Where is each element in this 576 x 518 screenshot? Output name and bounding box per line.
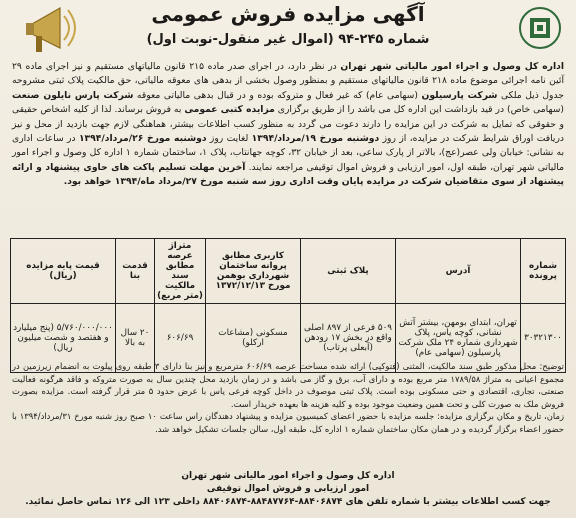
intro-text-2: (سهامی عام) که غیر فعال و متروکه بوده و در قبال بدهی مالیاتی معوقه: [133, 89, 422, 101]
header-age: قدمت بنا: [116, 239, 155, 304]
intro-paragraph: [12, 60, 564, 190]
footer-contact: جهت کسب اطلاعات بیشتر با شماره تلفن های ۸۸۴۰۶۸۷۴-۸۸۴۸۷۷۶۴-۸۸۴۰۶۸۷۴ داخلی ۱۲۳ الی ۱۲۶ تماس حاصل نمائید.: [25, 497, 551, 507]
ad-title: آگهی مزایده فروش عمومی: [151, 2, 425, 26]
date-from: دوشنبه مورخ ۱۹/مرداد/۱۳۹۴: [251, 133, 380, 145]
intro-text-4: به فروش برساند. لذا از کلیه اشخاص حقیقی و حقوقی که تمایل به شرکت در این مزایده را دارند دعوت می گردد به منظور کسب اطلاعات بیشتر، هماهنگی لازم جهت بازدید از محل و نیز دریافت اوراق شرایط شرکت در مزایده، از روز: [12, 104, 565, 145]
header-base-price: قیمت پایه مزایده (ریال): [11, 239, 116, 304]
table-header-row: [11, 239, 566, 304]
owner-name: شرکت پارسیلون: [421, 89, 498, 101]
notes-section: [12, 360, 564, 436]
intro-text-1: در نظر دارد، در اجرای صدر ماده ۲۱۵ قانون مالیاتهای مستقیم و نیز اجرای ماده ۲۹ آئین نامه اجرائی موضوع ماده ۲۱۸ قانون مالیاتهای مستقیم و بمنظور وصول بخشی از بدهی های معوقه مالیاتی، حق مالکیت پلاک ثبتی مشروحه جدول ذیل ملکی: [12, 61, 564, 101]
debtor-name: شرکت پارس نایلون صنعت: [12, 89, 134, 101]
footer-org: اداره کل وصول و اجراء امور مالیاتی شهر تهران: [181, 471, 395, 481]
cell-age: ۲۰ سال به بالا: [116, 304, 155, 373]
cell-plaque: ۵۰۹ فرعی از ۸۹۷ اصلی واقع در بخش ۱۷ رودهن (آبعلی پرتاب): [301, 304, 396, 373]
header-address: آدرس: [396, 239, 521, 304]
intro-text-6: در ساعات اداری به نشانی: خیابان ولی عصر(عج)، بالاتر از پارک ساعی، بعد از خیابان ۳۲، کوچه جهانتاب، پلاک ۱، ساختمان شماره ۱ اداره کل وصول و اجراء امور مالیاتی شهر تهران، طبقه اول، امور ارزیابی و فروش اموال توقیفی مراجعه نمایند.: [12, 133, 565, 173]
deadline-notice: آخرین مهلت تسلیم پاکت های حاوی پیشنهاد و ارائه پیشنهاد از سوی متقاضیان شرکت در مزایده پایان وقت اداری روز سه شنبه مورخ ۲۷/مرداد ماه/۱۳۹۴ خواهد بود.: [12, 161, 564, 188]
header-file-number: شماره پرونده: [521, 239, 566, 304]
footer: [12, 470, 564, 509]
intro-text-3: (سهامی خاص) در قید بازداشت این اداره کل می باشد را از طریق برگزاری: [274, 104, 564, 116]
auction-time: زمان، تاریخ و مکان برگزاری مزایده: جلسه مزایده با حضور اعضای کمیسیون مزایده و پیشنهاد دهندگان راس ساعت ۱۰ صبح روز شنبه مورخ ۳۱/مرداد/۱۳۹۴ با حضور اعضاء برگزار گردیده و در همان مکان ساختمان شماره ۱ اداره کل، طبقه اول، سالن جلسات تشکیل خواهد شد.: [12, 411, 564, 434]
header-plaque: پلاک ثبتی: [301, 239, 396, 304]
footer-dept: امور ارزیابی و فروش اموال توقیفی: [206, 484, 370, 494]
date-to: دوشنبه مورخ ۲۶/مرداد/۱۳۹۴: [78, 133, 207, 145]
header-usage: کاربری مطابق پروانه ساختمان شهرداری بوهمن مورخ ۱۳۷۲/۱۲/۱۳: [206, 239, 301, 304]
property-description: توضیح: محل مذکور طبق سند مالکیت، المثنی (فتوکپی) ارائه شده مساحت عرصه ۶۰۶/۶۹ مترمربع و نیز بنا دارای ۳ طبقه روی پیلوت به انضمام زیرزمین در مجموع اعیانی به متراژ ۱۷۸۹/۵۸ متر مربع بوده و دارای آب، برق و گاز می باشد و در زمان بازدید محل چندین سال به صورت متروکه و فاقد هرگونه فعالیت صنعتی، تجاری، اقتصادی و حتی مسکونی بوده است. پلاک ثبتی موصوف در داخل کوچه فرعی یاس با عرض حدود ۵ متر قرار گرفته است. مزایده بصورت فروش ملک به صورت کلی و تحت همین وضعیت موجود بوده و کلیه هزینه ها بعهده خریدار است.: [12, 361, 565, 409]
header-area: متراژ عرصه مطابق سند مالکیت (متر مربع): [155, 239, 206, 304]
property-table: [10, 238, 566, 373]
cell-usage: مسکونی (مشاعات ارکلو): [206, 304, 301, 373]
cell-base-price: ۵/۷۶۰/۰۰۰/۰۰۰ (پنج میلیارد و هفتصد و شصت میلیون ریال): [11, 304, 116, 373]
office-name: اداره کل وصول و اجراء امور مالیاتی شهر تهران: [340, 61, 564, 72]
auction-method: مزایده کتبی عمومی: [184, 104, 275, 116]
intro-text-5: لغایت روز: [206, 133, 252, 145]
cell-address: تهران، ابتدای بومهن، بیشتر آتش نشانی، کوچه یاس، پلاک شهرداری شماره ۲۴ ملک شرکت پارسیلون (سهامی عام): [396, 304, 521, 373]
cell-area: ۶۰۶/۶۹: [155, 304, 206, 373]
ad-subtitle: شماره ۲۴۵-۹۴ (اموال غیر منقول-نوبت اول): [146, 32, 430, 47]
cell-file-number: ۳۰۳۲۱۳۰۰: [521, 304, 566, 373]
